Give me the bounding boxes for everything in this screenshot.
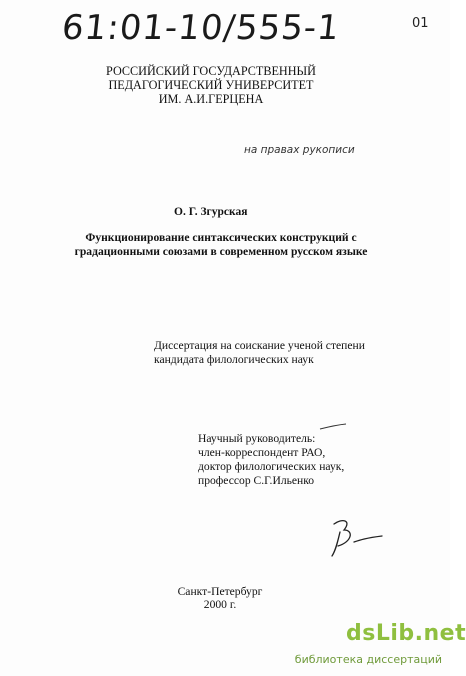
author-name: О. Г. Згурская [174,206,248,218]
watermark-logo: dsLib.net [346,621,466,646]
supervisor-line: член-корреспондент РАО, [198,446,326,459]
watermark [270,621,466,671]
manuscript-note: на правах рукописи [244,144,355,156]
year: 2000 г. [203,598,237,611]
institution-line: РОССИЙСКИЙ ГОСУДАРСТВЕННЫЙ [106,64,316,78]
city: Санкт-Петербург [177,585,263,598]
title-line: Функционирование синтаксических конструкций с [85,231,357,244]
handwritten-signature [326,512,386,557]
archive-stamp-number: 61:01-10/555-1 [59,8,342,48]
supervisor-line: Научный руководитель: [198,432,316,445]
degree-statement [154,339,384,367]
supervisor-line: профессор С.Г.Ильенко [198,474,315,487]
place-and-year [160,585,280,611]
dissertation-title [40,231,402,259]
degree-line: Диссертация на соискание ученой степени [154,339,365,352]
supervisor-line: доктор филологических наук, [198,460,345,473]
institution-line: ИМ. А.И.ГЕРЦЕНА [158,92,264,106]
title-line: градационными союзами в современном русском языке [74,245,368,258]
pen-mark [318,422,348,432]
institution-line: ПЕДАГОГИЧЕСКИЙ УНИВЕРСИТЕТ [108,78,314,92]
degree-line: кандидата филологических наук [154,353,314,366]
institution-header [96,64,326,106]
watermark-tagline: библиотека диссертаций [294,653,442,666]
supervisor-block [198,432,408,488]
archive-stamp-suffix: 01 [412,16,429,31]
